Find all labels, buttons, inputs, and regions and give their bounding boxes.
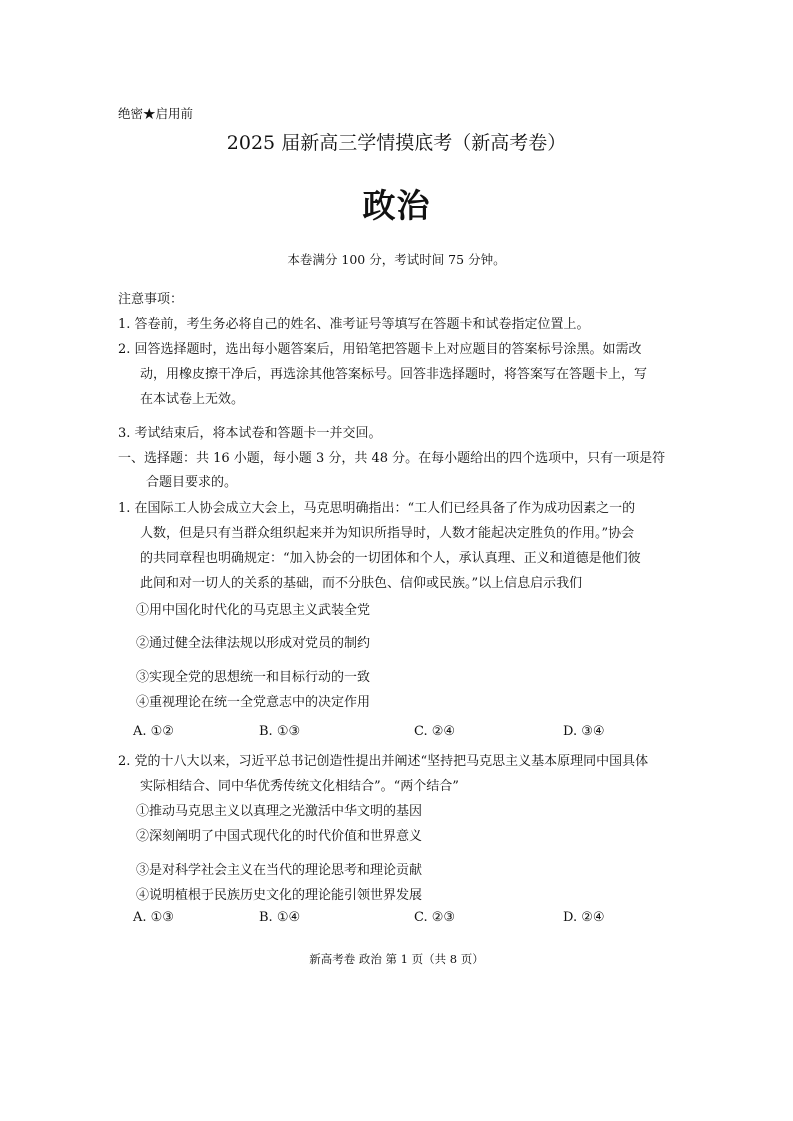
question-2-line-2: 实际相结合、同中华优秀传统文化相结合”。“两个结合” <box>140 779 459 794</box>
section-heading-line-1: 一、选择题：共 16 小题，每小题 3 分，共 48 分。在每小题给出的四个选项中，只有一项是符 <box>118 451 666 466</box>
question-2-option-b: B. ①④ <box>259 910 301 925</box>
question-1-option-b: B. ①③ <box>259 724 301 739</box>
question-1-option-d: D. ③④ <box>563 724 605 739</box>
page-footer: 新高考卷 政治 第 1 页（共 8 页） <box>309 952 484 966</box>
exam-title: 2025 届新高三学情摸底考（新高考卷） <box>226 132 567 154</box>
question-1-line-1: 1. 在国际工人协会成立大会上，马克思明确指出：“工人们已经具备了作为成功因素之一的 <box>118 501 636 516</box>
section-heading-line-2: 合题目要求的。 <box>146 475 238 490</box>
notes-heading: 注意事项： <box>118 292 184 307</box>
note-item-3: 3. 考试结束后，将本试卷和答题卡一并交回。 <box>118 426 382 441</box>
note-item-2-line-1: 2. 回答选择题时，选出每小题答案后，用铅笔把答题卡上对应题目的答案标号涂黑。如需改 <box>118 342 642 357</box>
note-item-2-line-3: 在本试卷上无效。 <box>140 392 245 407</box>
question-1-statement-1: ①用中国化时代化的马克思主义武装全党 <box>136 603 371 618</box>
question-1-statement-4: ④重视理论在统一全党意志中的决定作用 <box>136 695 371 710</box>
subject-title: 政治 <box>362 186 431 225</box>
question-2-option-a: A. ①③ <box>133 910 174 925</box>
question-1-statement-2: ②通过健全法律法规以形成对党员的制约 <box>136 636 371 651</box>
question-2-statement-1: ①推动马克思主义以真理之光激活中华文明的基因 <box>136 804 423 819</box>
question-1-option-a: A. ①② <box>133 724 174 739</box>
question-1-statement-3: ③实现全党的思想统一和目标行动的一致 <box>136 670 371 685</box>
question-2-option-d: D. ②④ <box>563 910 605 925</box>
question-2-statement-4: ④说明植根于民族历史文化的理论能引领世界发展 <box>136 888 423 903</box>
exam-meta: 本卷满分 100 分，考试时间 75 分钟。 <box>287 252 506 267</box>
question-1-line-2: 人数，但是只有当群众组织起来并为知识所指导时，人数才能起决定胜负的作用。”协会 <box>140 526 635 541</box>
question-2-line-1: 2. 党的十八大以来，习近平总书记创造性提出并阐述“坚持把马克思主义基本原理同中国具体 <box>118 754 649 769</box>
note-item-1: 1. 答卷前，考生务必将自己的姓名、准考证号等填写在答题卡和试卷指定位置上。 <box>118 317 590 332</box>
confidential-label: 绝密★启用前 <box>118 106 194 121</box>
question-2-option-c: C. ②③ <box>414 910 456 925</box>
question-1-line-3: 的共同章程也明确规定：“加入协会的一切团体和个人，承认真理、正义和道德是他们彼 <box>140 551 641 566</box>
question-2-statement-2: ②深刻阐明了中国式现代化的时代价值和世界意义 <box>136 829 423 844</box>
note-item-2-line-2: 动，用橡皮擦干净后，再选涂其他答案标号。回答非选择题时，将答案写在答题卡上，写 <box>140 367 648 382</box>
question-1-option-c: C. ②④ <box>414 724 456 739</box>
question-2-statement-3: ③是对科学社会主义在当代的理论思考和理论贡献 <box>136 863 423 878</box>
question-1-line-4: 此间和对一切人的关系的基础，而不分肤色、信仰或民族。”以上信息启示我们 <box>140 576 583 591</box>
